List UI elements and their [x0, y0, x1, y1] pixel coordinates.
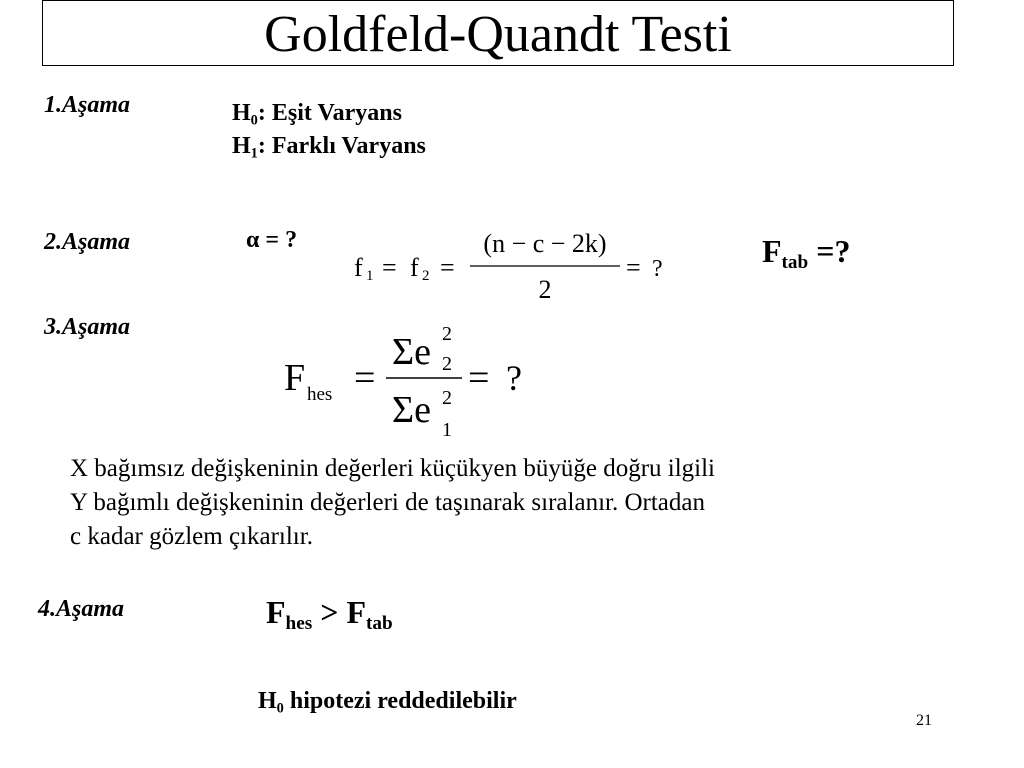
df-denominator: 2 [538, 275, 552, 304]
h1-symbol: H [232, 133, 251, 159]
fhes-den-sub: 1 [442, 419, 452, 441]
fhes-num-sup: 2 [442, 323, 452, 345]
description-line: X bağımsız değişkeninin değerleri küçükyen büyüğe doğru ilgili [70, 455, 715, 482]
h0-symbol: H [232, 100, 251, 126]
stage1-label: 1.Aşama [44, 92, 131, 118]
cmp-left-sub: hes [285, 612, 313, 634]
ftab-subscript: tab [781, 251, 809, 273]
stage3-label: 3.Aşama [44, 314, 131, 340]
fhes-num-sigma: Σe [392, 331, 431, 373]
df-f2-sub: 2 [422, 268, 430, 284]
fhes-eq1: = [354, 357, 376, 399]
df-f2: f [410, 253, 419, 282]
df-formula [340, 222, 680, 308]
conclusion [258, 688, 517, 715]
fhes-den-sup: 2 [442, 387, 452, 409]
conclusion-text: hipotezi reddedilebilir [283, 688, 517, 714]
description-line: Y bağımlı değişkeninin değerleri de taşınarak sıralanır. Ortadan [70, 489, 705, 516]
fhes-result: ? [506, 358, 522, 398]
fhes-num-sub: 2 [442, 353, 452, 375]
slide-title: Goldfeld-Quandt Testi [264, 6, 732, 63]
fhes-F: F [284, 357, 306, 399]
fhes-formula [280, 318, 540, 444]
df-eq1: = [382, 253, 397, 282]
df-eq2: = [440, 253, 455, 282]
conclusion-symbol: H [258, 688, 277, 714]
stage2-label: 2.Aşama [44, 229, 131, 255]
page-number: 21 [916, 712, 932, 729]
df-numerator: (n − c − 2k) [483, 229, 607, 258]
df-f1: f [354, 253, 363, 282]
stage4-label: 4.Aşama [38, 596, 125, 622]
df-eq3: = [626, 253, 641, 282]
h0-hypothesis [232, 100, 402, 127]
h1-hypothesis [232, 133, 426, 160]
df-f1-sub: 1 [366, 268, 374, 284]
conclusion-subscript: 0 [276, 700, 284, 717]
df-result: ? [652, 256, 663, 282]
ftab-symbol: F [762, 233, 782, 269]
cmp-operator: > [320, 594, 339, 630]
ftab-suffix: =? [808, 233, 851, 269]
ftab-unknown [762, 233, 851, 273]
cmp-left: F [266, 594, 286, 630]
alpha-text: α = ? [246, 227, 298, 253]
fhes-eq2: = [468, 357, 490, 399]
fhes-gt-ftab [266, 594, 393, 634]
h1-text: : Farklı Varyans [257, 133, 426, 159]
fhes-F-sub: hes [307, 384, 333, 405]
h0-subscript: 0 [250, 112, 258, 129]
title-box [42, 0, 954, 66]
h0-text: : Eşit Varyans [257, 100, 402, 126]
cmp-right-sub: tab [365, 612, 393, 634]
cmp-right: F [346, 594, 366, 630]
h1-subscript: 1 [250, 145, 258, 162]
fhes-den-sigma: Σe [392, 389, 431, 431]
stage3-description [70, 452, 970, 554]
description-line: c kadar gözlem çıkarılır. [70, 523, 313, 550]
